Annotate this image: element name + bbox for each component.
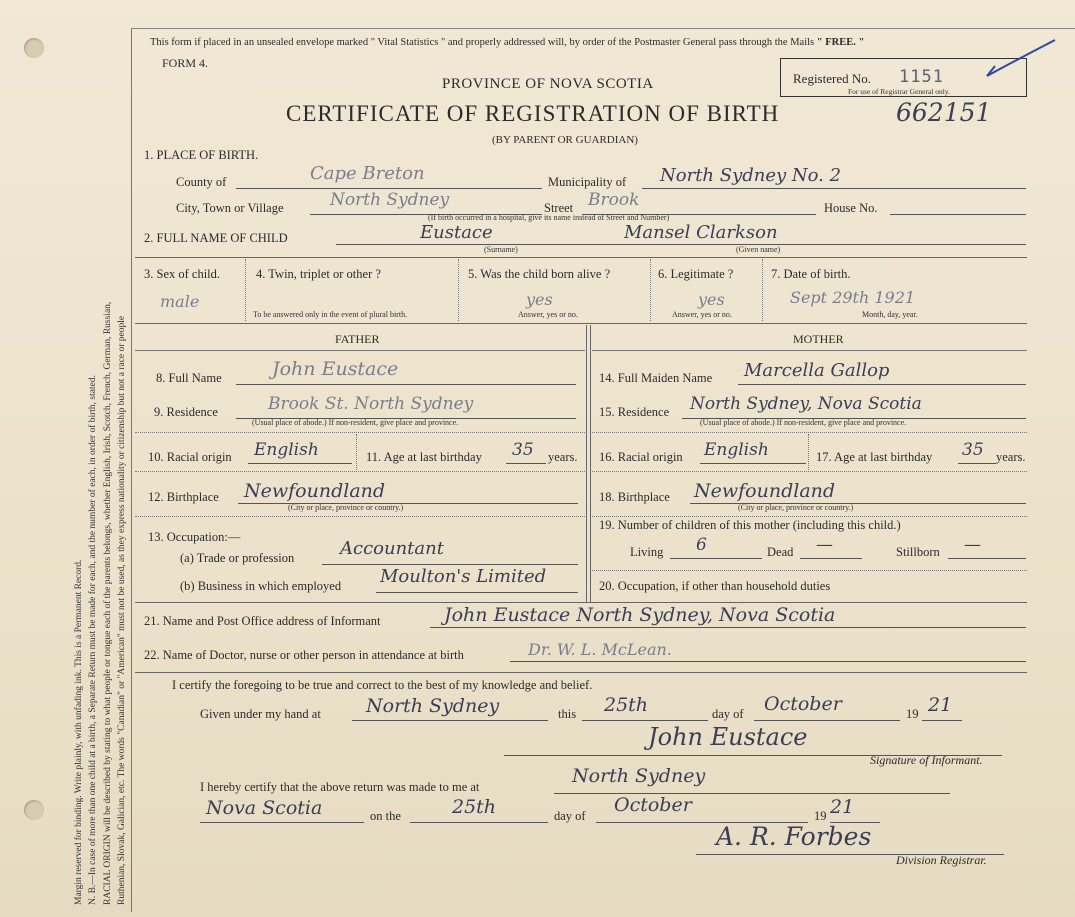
- mother-heading: MOTHER: [793, 332, 844, 346]
- this-label: this: [558, 707, 577, 721]
- form-number: FORM 4.: [162, 56, 209, 70]
- father-residence-value: Brook St. North Sydney: [268, 394, 474, 414]
- on-the-label: on the: [370, 809, 401, 823]
- mother-birthplace-note: (City or place, province or country.): [738, 503, 854, 512]
- mother-racial-origin-label: 16. Racial origin: [599, 450, 683, 464]
- binding-hole: [24, 800, 44, 820]
- binding-hole: [24, 38, 44, 58]
- city-value: North Sydney: [330, 190, 450, 210]
- father-heading: FATHER: [335, 332, 380, 346]
- legitimate-label: 6. Legitimate ?: [658, 267, 734, 281]
- doctor-label: 22. Name of Doctor, nurse or other person in attendance at birth: [144, 648, 464, 662]
- child-surname: Eustace: [420, 222, 493, 243]
- given-under-label: Given under my hand at: [200, 707, 321, 721]
- return-statement: I hereby certify that the above return was made to me at: [200, 780, 480, 794]
- margin-note-multiple-births: N. B.—In case of more than one child at a birth, a Separate Return must be made for each, and the number of each, in order of birth, stated.: [88, 375, 98, 905]
- twin-note: To be answered only in the event of plural birth.: [253, 310, 408, 319]
- municipality-label: Municipality of: [548, 175, 627, 189]
- stillborn-value: —: [964, 535, 981, 555]
- child-name-label: 2. FULL NAME OF CHILD: [144, 231, 288, 245]
- alive-label: 5. Was the child born alive ?: [468, 267, 611, 281]
- street-label: Street: [544, 201, 574, 215]
- father-birthplace-value: Newfoundland: [244, 480, 386, 502]
- municipality-value: North Sydney No. 2: [660, 165, 842, 186]
- father-name-label: 8. Full Name: [156, 371, 222, 385]
- province-heading: PROVINCE OF NOVA SCOTIA: [442, 76, 654, 92]
- postal-notice: This form if placed in an unsealed envelope marked " Vital Statistics " and properly addressed will, by order of the Postmaster General pass through the Mails " FREE. ": [150, 37, 865, 48]
- father-age-value: 35: [512, 440, 534, 460]
- living-value: 6: [696, 535, 707, 555]
- hospital-note: (If birth occurred in a hospital, give its name instead of Street and Number): [428, 213, 670, 222]
- return-month-value: October: [614, 794, 692, 816]
- informant-signature-label: Signature of Informant.: [870, 753, 983, 767]
- father-birthplace-label: 12. Birthplace: [148, 490, 219, 504]
- registered-number: 1151: [899, 67, 944, 87]
- certify-statement: I certify the foregoing to be true and correct to the best of my knowledge and belief.: [172, 678, 593, 692]
- county-value: Cape Breton: [310, 163, 425, 184]
- father-racial-origin-value: English: [254, 440, 319, 460]
- place-of-birth-heading: 1. PLACE OF BIRTH.: [144, 148, 259, 162]
- house-number-label: House No.: [824, 201, 878, 215]
- father-age-label: 11. Age at last birthday: [366, 450, 482, 464]
- sex-value: male: [160, 292, 200, 311]
- mother-name-value: Marcella Gallop: [744, 360, 890, 381]
- county-label: County of: [176, 175, 227, 189]
- living-label: Living: [630, 545, 664, 559]
- alive-value: yes: [526, 290, 553, 309]
- date-of-birth-label: 7. Date of birth.: [771, 267, 851, 281]
- dead-value: —: [816, 535, 833, 555]
- father-residence-note: (Usual place of abode.) If non-resident, give place and province.: [252, 418, 459, 427]
- father-business-label: (b) Business in which employed: [180, 579, 342, 593]
- city-label: City, Town or Village: [176, 201, 284, 215]
- return-day-value: 25th: [452, 796, 497, 818]
- informant-signature: John Eustace: [648, 723, 808, 751]
- check-mark-icon: [985, 36, 1060, 81]
- father-age-unit: years.: [548, 450, 578, 464]
- return-year-suffix: 21: [830, 796, 855, 818]
- legitimate-note: Answer, yes or no.: [672, 310, 732, 319]
- given-month-value: October: [764, 693, 842, 715]
- dead-label: Dead: [767, 545, 794, 559]
- father-trade-value: Accountant: [340, 538, 444, 559]
- given-day-value: 25th: [604, 694, 649, 716]
- mother-residence-value: North Sydney, Nova Scotia: [690, 394, 922, 414]
- given-name-note: (Given name): [736, 245, 781, 254]
- date-of-birth-value: Sept 29th 1921: [790, 288, 916, 307]
- certificate-number: 662151: [896, 98, 992, 127]
- mother-birthplace-value: Newfoundland: [694, 480, 836, 502]
- alive-note: Answer, yes or no.: [518, 310, 578, 319]
- street-value: Brook: [588, 190, 640, 210]
- father-racial-origin-label: 10. Racial origin: [148, 450, 232, 464]
- doctor-value: Dr. W. L. McLean.: [528, 640, 672, 659]
- mother-birthplace-label: 18. Birthplace: [599, 490, 670, 504]
- father-birthplace-note: (City or place, province or country.): [288, 503, 404, 512]
- mother-residence-note: (Usual place of abode.) If non-resident, give place and province.: [700, 418, 907, 427]
- given-place-value: North Sydney: [366, 695, 500, 717]
- father-occupation-label: 13. Occupation:—: [148, 530, 241, 544]
- father-business-value: Moulton's Limited: [380, 566, 547, 587]
- mother-age-label: 17. Age at last birthday: [816, 450, 933, 464]
- certificate-subtitle: (BY PARENT OR GUARDIAN): [492, 134, 638, 146]
- mother-age-value: 35: [962, 440, 984, 460]
- sex-label: 3. Sex of child.: [144, 267, 221, 281]
- mother-children-label: 19. Number of children of this mother (including this child.): [599, 518, 901, 532]
- margin-note-racial-origin: RACIAL ORIGIN will be described by stating to what people or tongue each of the parents belongs, whether English, Irish, Scotch, French, German, Russian,: [103, 301, 113, 905]
- margin-note-racial-origin-2: Ruthenian, Slovak, Galician, etc. The words "Canadian" or "American" must not be used, as they express nationality or citizenship but not a race or people: [117, 315, 127, 905]
- registrar-note: For use of Registrar General only.: [848, 87, 950, 96]
- mother-name-label: 14. Full Maiden Name: [599, 371, 713, 385]
- father-residence-label: 9. Residence: [154, 405, 218, 419]
- return-year-prefix: 19: [814, 809, 827, 823]
- date-of-birth-note: Month, day, year.: [862, 310, 918, 319]
- return-place-value: North Sydney: [572, 765, 706, 787]
- stillborn-label: Stillborn: [896, 545, 940, 559]
- return-day-of-label: day of: [554, 809, 586, 823]
- given-year-prefix: 19: [906, 707, 919, 721]
- informant-value: John Eustace North Sydney, Nova Scotia: [444, 604, 836, 626]
- informant-label: 21. Name and Post Office address of Informant: [144, 614, 381, 628]
- mother-occupation-label: 20. Occupation, if other than household duties: [599, 579, 831, 593]
- legitimate-value: yes: [698, 290, 725, 309]
- father-trade-label: (a) Trade or profession: [180, 551, 295, 565]
- mother-racial-origin-value: English: [704, 440, 769, 460]
- mother-residence-label: 15. Residence: [599, 405, 670, 419]
- given-year-suffix: 21: [928, 694, 953, 716]
- father-name-value: John Eustace: [272, 358, 399, 380]
- registrar-label: Division Registrar.: [896, 853, 987, 867]
- certificate-title: CERTIFICATE OF REGISTRATION OF BIRTH: [286, 101, 780, 126]
- surname-note: (Surname): [484, 245, 518, 254]
- margin-border: [131, 28, 132, 912]
- top-border: [131, 28, 1075, 29]
- mother-age-unit: years.: [996, 450, 1026, 464]
- child-given-name: Mansel Clarkson: [624, 222, 778, 243]
- twin-label: 4. Twin, triplet or other ?: [256, 267, 381, 281]
- margin-note-binding: Margin reserved for binding. Write plainly, with unfading ink. This is a Permanent Record.: [74, 559, 84, 905]
- registered-label: Registered No.: [793, 71, 871, 86]
- return-province-value: Nova Scotia: [206, 797, 323, 819]
- day-of-label: day of: [712, 707, 744, 721]
- registrar-signature: A. R. Forbes: [716, 822, 872, 851]
